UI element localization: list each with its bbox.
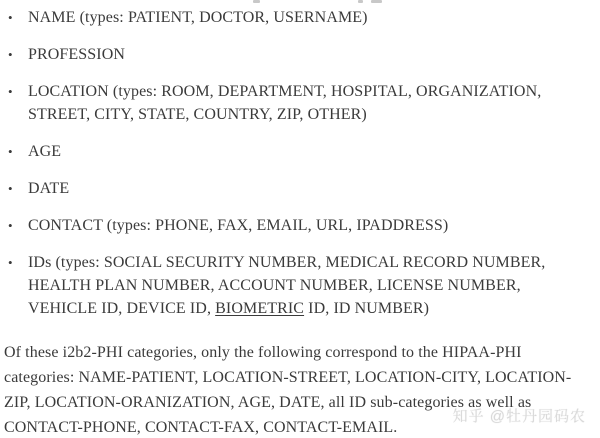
clipped-line-fragment xyxy=(253,0,260,3)
bullet-icon: • xyxy=(8,84,13,99)
bullet-icon: • xyxy=(8,47,13,62)
list-item-line: IDs (types: SOCIAL SECURITY NUMBER, MEDICAL RECORD NUMBER, xyxy=(28,254,546,271)
list-item-name xyxy=(0,6,600,29)
list-item-line: STREET, CITY, STATE, COUNTRY, ZIP, OTHER) xyxy=(28,106,367,123)
bullet-icon: • xyxy=(8,255,13,270)
list-item-location xyxy=(0,80,600,126)
list-item-line: PROFESSION xyxy=(28,46,126,63)
ids-line-post: ID, ID NUMBER) xyxy=(304,300,430,317)
bullet-icon: • xyxy=(8,218,13,233)
paragraph-line: categories: NAME-PATIENT, LOCATION-STREET, LOCATION-CITY, LOCATION- xyxy=(4,369,572,386)
list-item-line: NAME (types: PATIENT, DOCTOR, USERNAME) xyxy=(28,9,368,26)
list-item-line: AGE xyxy=(28,143,62,160)
list-item-line: LOCATION (types: ROOM, DEPARTMENT, HOSPITAL, ORGANIZATION, xyxy=(28,83,542,100)
list-item-line xyxy=(28,297,600,320)
bullet-icon: • xyxy=(8,181,13,196)
ids-line-pre: VEHICLE ID, DEVICE ID, xyxy=(28,300,216,317)
list-item-line: CONTACT (types: PHONE, FAX, EMAIL, URL, IPADDRESS) xyxy=(28,217,449,234)
clipped-line-fragment xyxy=(358,0,363,3)
phi-category-list xyxy=(0,6,600,320)
paragraph-line: ZIP, LOCATION-ORANIZATION, AGE, DATE, all ID sub-categories as well as xyxy=(4,394,532,411)
list-item-ids xyxy=(0,251,600,320)
clipped-line-fragment xyxy=(371,0,382,3)
biometric-underlined-text: BIOMETRIC xyxy=(215,300,305,317)
list-item-age xyxy=(0,140,600,163)
bullet-icon: • xyxy=(8,144,13,159)
list-item-contact xyxy=(0,214,600,237)
list-item-line: DATE xyxy=(28,180,70,197)
bullet-icon: • xyxy=(8,10,13,25)
list-item-date xyxy=(0,177,600,200)
list-item-profession xyxy=(0,43,600,66)
paragraph-line: CONTACT-PHONE, CONTACT-FAX, CONTACT-EMAIL. xyxy=(4,419,398,436)
list-item-line: HEALTH PLAN NUMBER, ACCOUNT NUMBER, LICENSE NUMBER, xyxy=(28,277,521,294)
zhihu-watermark: 知乎 @牡丹园码农 xyxy=(452,408,586,425)
paragraph-line: Of these i2b2-PHI categories, only the following correspond to the HIPAA-PHI xyxy=(4,344,522,361)
